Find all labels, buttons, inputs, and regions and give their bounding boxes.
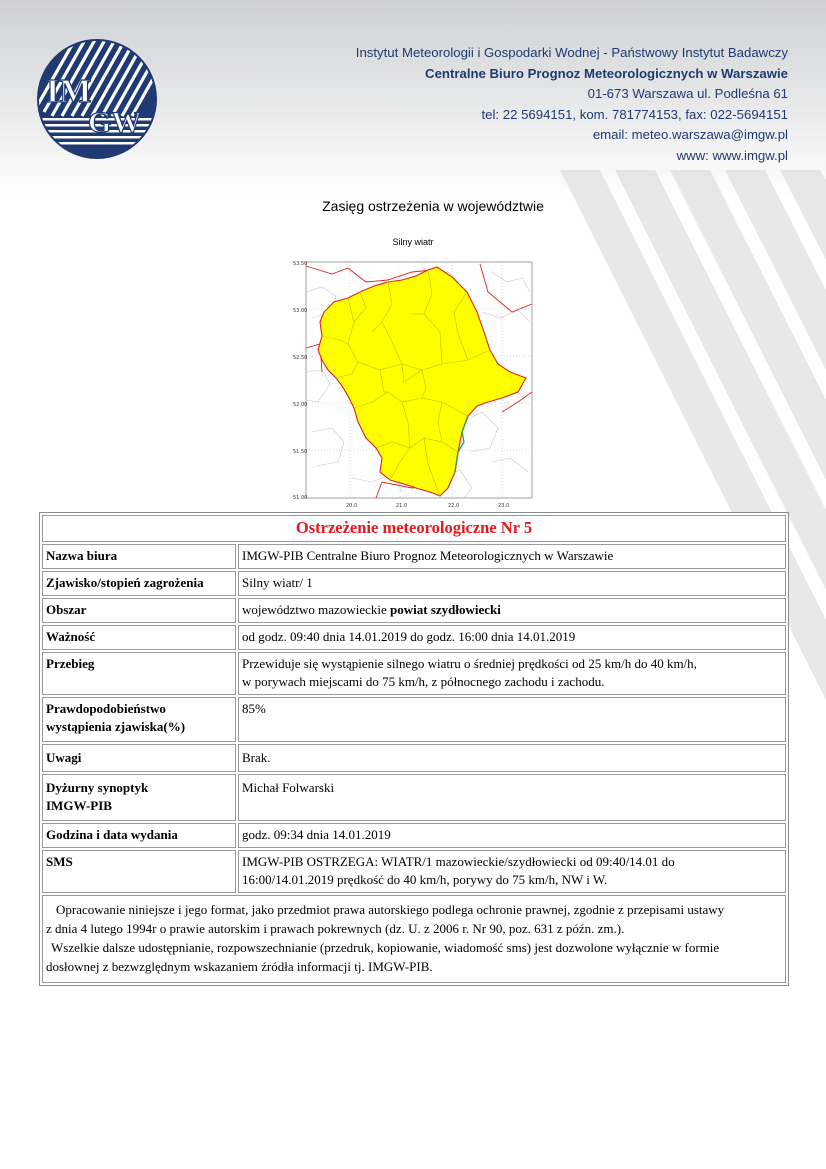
table-row — [42, 850, 786, 893]
table-row — [42, 571, 786, 596]
org-phone: tel: 22 5694151, kom. 781774153, fax: 022-5694151 — [481, 106, 788, 122]
table-row — [42, 625, 786, 650]
y-tick: 51.50 — [293, 449, 308, 455]
value-line: w porywach miejscami do 75 km/h, z północnego zachodu i zachodu. — [242, 674, 605, 689]
copyright-notice — [42, 895, 786, 983]
row-label: Godzina i data wydania — [42, 823, 236, 848]
row-label: SMS — [42, 850, 236, 893]
org-office: Centralne Biuro Prognoz Meteorologicznych w Warszawie — [425, 65, 788, 81]
table-row — [42, 744, 786, 772]
org-name: Instytut Meteorologii i Gospodarki Wodnej - Państwowy Instytut Badawczy — [355, 45, 788, 60]
warning-table — [39, 512, 789, 986]
row-label: Ważność — [42, 625, 236, 650]
x-tick: 23.0 — [498, 503, 510, 509]
row-value — [238, 598, 786, 623]
table-row — [42, 652, 786, 695]
area-district: powiat szydłowiecki — [390, 602, 501, 617]
row-label: Uwagi — [42, 744, 236, 772]
org-website: www: www.imgw.pl — [676, 147, 788, 163]
row-label: Przebieg — [42, 652, 236, 695]
x-tick: 22.0 — [448, 503, 460, 509]
table-row — [42, 515, 786, 542]
row-value — [238, 850, 786, 893]
x-tick: 20.0 — [346, 503, 358, 509]
row-value: Brak. — [238, 744, 786, 772]
x-tick: 21.0 — [396, 503, 408, 509]
label-line: Prawdopodobieństwo — [46, 701, 166, 716]
row-label: Nazwa biura — [42, 544, 236, 569]
y-tick: 52.00 — [293, 402, 308, 408]
table-row — [42, 895, 786, 983]
row-value — [238, 652, 786, 695]
warning-map — [292, 252, 542, 514]
row-label — [42, 774, 236, 821]
label-line: Dyżurny synoptyk — [46, 780, 149, 795]
org-email: email: meteo.warszawa@imgw.pl — [592, 127, 788, 142]
warning-title: Ostrzeżenie meteorologiczne Nr 5 — [42, 515, 786, 542]
label-line: wystąpienia zjawiska(%) — [46, 719, 186, 734]
value-line: 16:00/14.01.2019 prędkość do 40 km/h, porywy do 75 km/h, NW i W. — [242, 872, 608, 887]
row-value: od godz. 09:40 dnia 14.01.2019 do godz. 16:00 dnia 14.01.2019 — [238, 625, 786, 650]
value-line: IMGW-PIB OSTRZEGA: WIATR/1 mazowieckie/szydłowiecki od 09:40/14.01 do — [242, 854, 675, 869]
row-value: Silny wiatr/ 1 — [238, 571, 786, 596]
notice-line: dosłownej z bezwzględnym wskazaniem źródła informacji tj. IMGW-PIB. — [46, 959, 433, 974]
table-row — [42, 598, 786, 623]
label-line: IMGW-PIB — [46, 798, 112, 813]
notice-line: Wszelkie dalsze udostępnianie, rozpowszechnianie (przedruk, kopiowanie, wiadomość sms) jest dozwolone wyłącznie w formie — [51, 940, 720, 955]
notice-line: z dnia 4 lutego 1994r o prawie autorskim i prawach pokrewnych (dz. U. z 2006 r. Nr 90, poz. 631 z późn. zm.). — [46, 921, 625, 936]
logo-text-bottom: GW — [88, 106, 142, 139]
row-value: Michał Folwarski — [238, 774, 786, 821]
organization-info — [356, 43, 788, 166]
y-tick: 51.00 — [293, 495, 308, 501]
imgw-logo — [36, 38, 158, 160]
value-line: Przewiduje się wystąpienie silnego wiatru o średniej prędkości od 25 km/h do 40 km/h, — [242, 656, 697, 671]
row-value: IMGW-PIB Centralne Biuro Prognoz Meteorologicznych w Warszawie — [238, 544, 786, 569]
row-label: Obszar — [42, 598, 236, 623]
y-tick: 53.00 — [293, 308, 308, 314]
map-caption: Zasięg ostrzeżenia w województwie — [322, 198, 544, 214]
table-row — [42, 544, 786, 569]
row-value: godz. 09:34 dnia 14.01.2019 — [238, 823, 786, 848]
logo-text-top: IM — [46, 73, 92, 110]
notice-line: Opracowanie niniejsze i jego format, jako przedmiot prawa autorskiego podlega ochronie prawnej, zgodnie z przepisami ustawy — [56, 902, 725, 917]
area-region: województwo mazowieckie — [242, 602, 387, 617]
row-label — [42, 697, 236, 742]
org-address: 01-673 Warszawa ul. Podleśna 61 — [587, 86, 788, 101]
y-tick: 53.50 — [293, 261, 308, 267]
table-row — [42, 697, 786, 742]
table-row — [42, 774, 786, 821]
row-label: Zjawisko/stopień zagrożenia — [42, 571, 236, 596]
map-title: Silny wiatr — [392, 237, 434, 247]
y-tick: 52.50 — [293, 355, 308, 361]
row-value: 85% — [238, 697, 786, 742]
table-row — [42, 823, 786, 848]
